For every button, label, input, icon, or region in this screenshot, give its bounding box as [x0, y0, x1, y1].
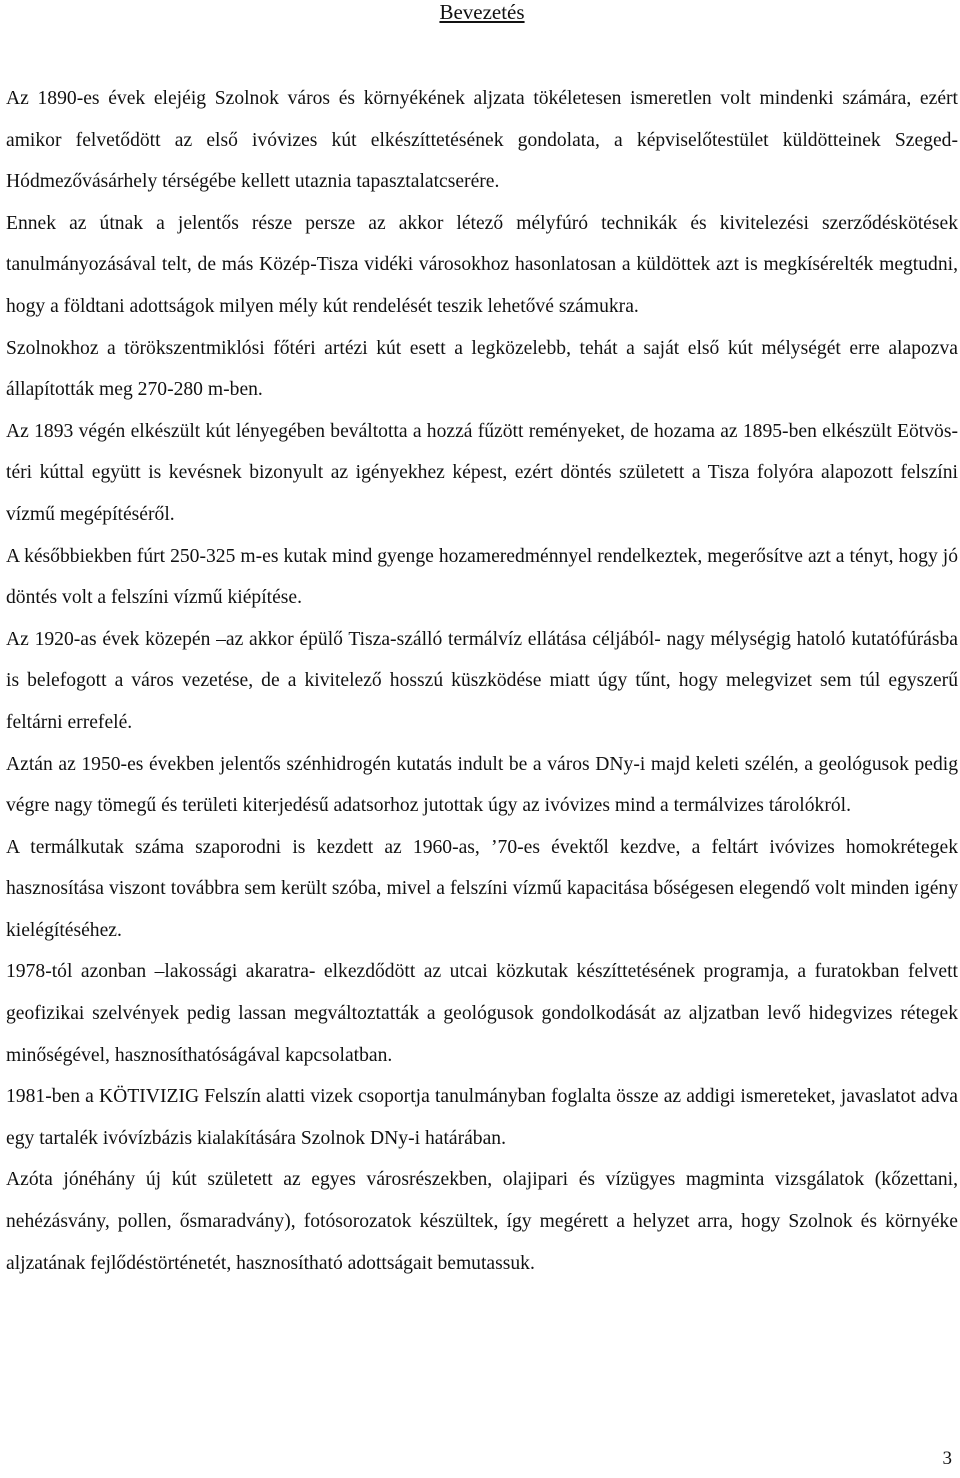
document-body — [6, 78, 958, 1284]
paragraph-9: 1978-tól azonban –lakossági akaratra- elkezdődött az utcai közkutak készíttetésének programja, a furatokban felvett geofizikai szelvények pedig lassan megváltoztatták a geológusok gondolkodását az aljzatban levő hidegvizes rétegek minőségével, hasznosíthatóságával kapcsolatban. — [6, 961, 958, 1066]
paragraph-10: 1981-ben a KÖTIVIZIG Felszín alatti vizek csoportja tanulmányban foglalta össze az addigi ismereteket, javaslatot adva egy tartalék ivóvízbázis kialakítására Szolnok DNy-i határában. — [6, 1086, 958, 1149]
paragraph-7: Aztán az 1950-es években jelentős szénhidrogén kutatás indult be a város DNy-i majd keleti szélén, a geológusok pedig végre nagy tömegű és területi kiterjedésű adatsorhoz jutottak úgy az ivóvizes mind a termálvizes tárolókról. — [6, 753, 958, 817]
paragraph-8: A termálkutak száma szaporodni is kezdett az 1960-as, ’70-es évektől kezdve, a feltárt ivóvizes homokrétegek hasznosítása viszont továbbra sem került szóba, mivel a felszíni vízmű kapacitása bőségesen elegendő volt minden igény kielégítéséhez. — [6, 836, 958, 941]
document-page — [6, 0, 958, 1284]
paragraph-11: Azóta jónéhány új kút született az egyes városrészekben, olajipari és vízügyes magminta vizsgálatok (kőzettani, nehézásvány, pollen, ősmaradvány), fotósorozatok készültek, így megérett a helyzet arra, hogy Szolnok és környéke aljzatának fejlődéstörténetét, hasznosítható adottságait bemutassuk. — [6, 1169, 958, 1274]
paragraph-4: Az 1893 végén elkészült kút lényegében beváltotta a hozzá fűzött reményeket, de hozama az 1895-ben elkészült Eötvös-téri kúttal együtt is kevésnek bizonyult az igényekhez képest, ezért döntés született a Tisza folyóra alapozott felszíni vízmű megépítéséről. — [6, 420, 958, 525]
paragraph-1: Az 1890-es évek elejéig Szolnok város és környékének aljzata tökéletesen ismeretlen volt mindenki számára, ezért amikor felvetődött az első ivóvizes kút elkészíttetésének gondolata, a képviselőtestület küldötteinek Szeged-Hódmezővásárhely térségébe kellett utaznia tapasztalatcserére. — [6, 88, 958, 193]
page-number: 3 — [942, 1448, 952, 1469]
paragraph-6: Az 1920-as évek közepén –az akkor épülő Tisza-szálló termálvíz ellátása céljából- nagy mélységig hatoló kutatófúrásba is belefogott a város vezetése, de a kivitelező hosszú küszködése miatt úgy tűnt, hogy melegvizet sem túl egyszerű feltárni errefelé. — [6, 628, 958, 733]
paragraph-5: A későbbiekben fúrt 250-325 m-es kutak mind gyenge hozameredménnyel rendelkeztek, megerősítve azt a tényt, hogy jó döntés volt a felszíni vízmű kiépítése. — [6, 545, 958, 609]
page-title: Bevezetés — [439, 0, 525, 24]
paragraph-3: Szolnokhoz a törökszentmiklósi főtéri artézi kút esett a legközelebb, tehát a saját első kút mélységét erre alapozva állapították meg 270-280 m-ben. — [6, 337, 958, 401]
paragraph-2: Ennek az útnak a jelentős része persze az akkor létező mélyfúró technikák és kivitelezési szerződéskötések tanulmányozásával telt, de más Közép-Tisza vidéki városokhoz hasonlatosan a küldöttek azt is megkísérelték megtudni, hogy a földtani adottságok milyen mély kút rendelését teszik lehetővé számukra. — [6, 212, 958, 317]
